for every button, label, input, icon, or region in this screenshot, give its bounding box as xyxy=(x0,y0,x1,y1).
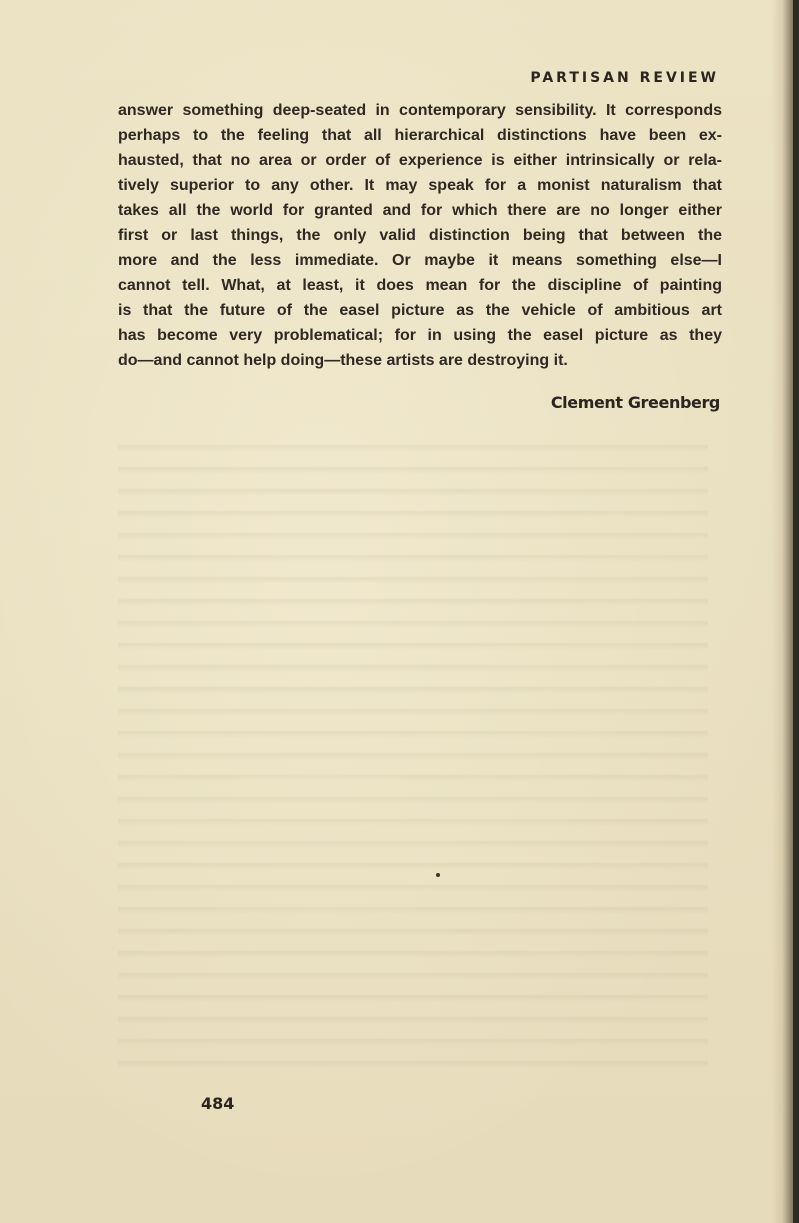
running-head: PARTISAN REVIEW xyxy=(530,70,719,86)
ink-speck xyxy=(436,873,440,877)
text-line: cannot tell. What, at least, it does mean for the discipline of painting xyxy=(118,277,722,294)
text-line: hausted, that no area or order of experience is either intrinsically or rela- xyxy=(118,152,722,169)
text-line: do—and cannot help doing—these artists are destroying it. xyxy=(118,352,568,369)
spine-edge xyxy=(793,0,799,1223)
text-line: has become very problematical; for in using the easel picture as they xyxy=(118,327,722,344)
text-line: more and the less immediate. Or maybe it means something else—I xyxy=(118,252,722,269)
body-paragraph xyxy=(118,98,722,373)
text-line: takes all the world for granted and for which there are no longer either xyxy=(118,202,722,219)
author-signature: Clement Greenberg xyxy=(550,393,720,412)
page-number: 484 xyxy=(201,1094,235,1113)
text-line: answer something deep-seated in contemporary sensibility. It corresponds xyxy=(118,102,722,119)
text-line: tively superior to any other. It may speak for a monist naturalism that xyxy=(118,177,722,194)
text-line: first or last things, the only valid distinction being that between the xyxy=(118,227,722,244)
show-through-text xyxy=(118,430,708,1070)
text-line: perhaps to the feeling that all hierarchical distinctions have been ex- xyxy=(118,127,722,144)
text-line: is that the future of the easel picture as the vehicle of ambitious art xyxy=(118,302,722,319)
